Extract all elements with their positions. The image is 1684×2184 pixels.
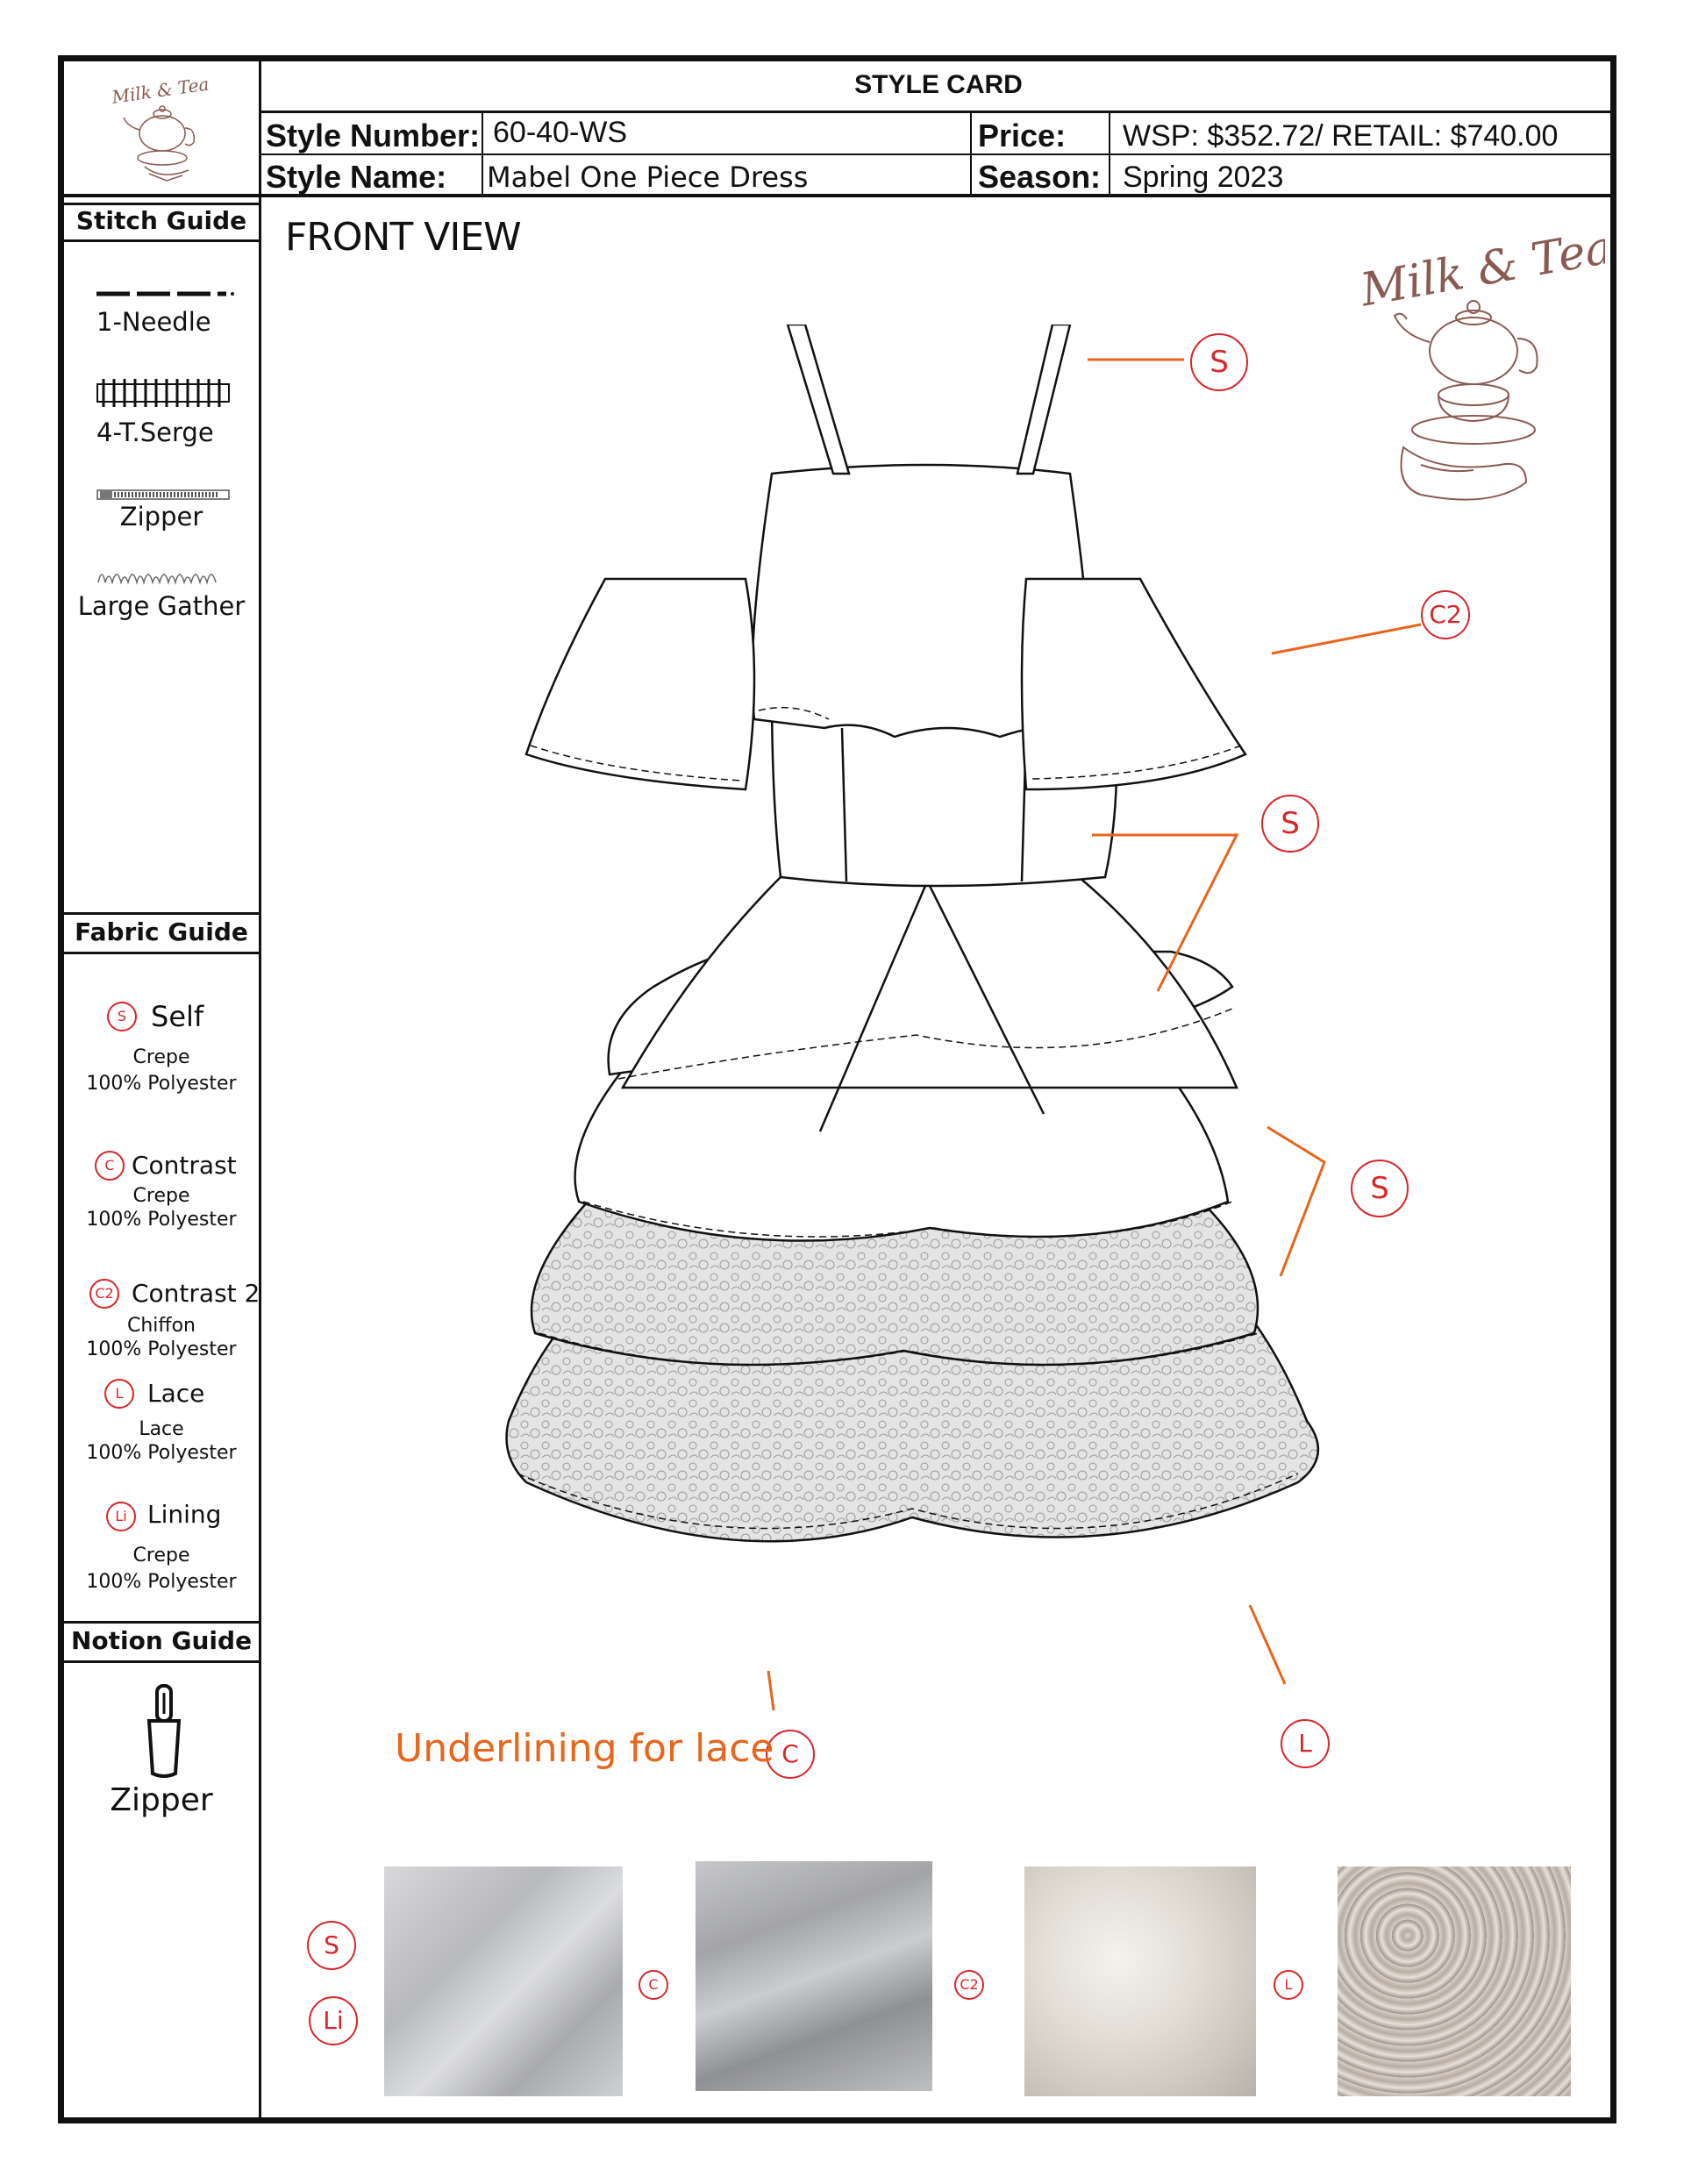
style-number-value: 60-40-WS bbox=[493, 116, 628, 149]
style-name-label: Style Name: bbox=[266, 159, 447, 195]
callout-lace: L bbox=[1281, 1719, 1330, 1768]
season-value: Spring 2023 bbox=[1123, 161, 1284, 194]
title-row-rule bbox=[260, 111, 1614, 113]
stitch-guide-bottom-rule bbox=[61, 239, 260, 242]
fabric-content: 100% Polyester bbox=[86, 1209, 237, 1231]
col-divider-2 bbox=[970, 112, 972, 196]
stitch-item-label: Zipper bbox=[119, 502, 203, 532]
stitch-item-label: 4-T.Serge bbox=[96, 418, 214, 447]
fabric-guide-bottom-rule bbox=[61, 952, 260, 954]
price-label: Price: bbox=[978, 118, 1067, 153]
style-card-title: STYLE CARD bbox=[854, 70, 1023, 99]
fabric-type: Crepe bbox=[132, 1185, 190, 1207]
swatch-code-lace: L bbox=[1274, 1970, 1303, 2000]
fabric-label: Lace bbox=[147, 1379, 205, 1408]
contrast-fabric-swatch bbox=[696, 1861, 932, 2091]
fabric-type: Chiffon bbox=[127, 1315, 196, 1337]
fabric-label: Contrast bbox=[132, 1151, 237, 1180]
gather-stitch-icon bbox=[96, 565, 237, 586]
self-fabric-swatch bbox=[384, 1866, 623, 2096]
view-title: FRONT VIEW bbox=[285, 215, 521, 260]
fabric-label: Contrast 2 bbox=[132, 1279, 260, 1308]
notion-item-label: Zipper bbox=[110, 1782, 213, 1818]
fabric-content: 100% Polyester bbox=[86, 1338, 237, 1360]
fabric-label: Lining bbox=[147, 1500, 222, 1529]
brand-logo-text: Milk & Tea bbox=[1356, 221, 1605, 318]
stitch-item-label: 1-Needle bbox=[96, 307, 211, 337]
zipper-pull-icon bbox=[142, 1682, 186, 1779]
underlining-note: Underlining for lace bbox=[395, 1726, 774, 1771]
fabric-type: Lace bbox=[139, 1418, 184, 1440]
fabric-label: Self bbox=[151, 1000, 204, 1033]
serge-stitch-icon bbox=[96, 377, 230, 409]
svg-text:Milk & Tea: Milk & Tea bbox=[111, 73, 210, 108]
swatch-code-self: S bbox=[307, 1921, 356, 1970]
chiffon-fabric-swatch bbox=[1024, 1866, 1256, 2096]
callout-self-strap: S bbox=[1190, 333, 1248, 391]
fabric-guide-top-rule bbox=[61, 912, 260, 915]
callout-contrast-underlining: C bbox=[766, 1730, 815, 1779]
fabric-code-badge: C bbox=[95, 1151, 125, 1181]
brand-logo-small bbox=[96, 70, 228, 193]
dress-technical-sketch bbox=[456, 325, 1421, 1675]
season-label: Season: bbox=[978, 159, 1102, 195]
notion-guide-heading: Notion Guide bbox=[70, 1626, 253, 1655]
notion-guide-top-rule bbox=[61, 1621, 260, 1624]
stitch-guide-heading: Stitch Guide bbox=[75, 206, 247, 235]
fabric-code-badge: Li bbox=[106, 1502, 136, 1531]
fabric-code-badge: C2 bbox=[89, 1279, 119, 1309]
style-name-value: Mabel One Piece Dress bbox=[487, 161, 809, 194]
fabric-content: 100% Polyester bbox=[86, 1073, 237, 1095]
fabric-code-badge: S bbox=[107, 1002, 137, 1031]
stitch-guide-top-rule bbox=[61, 203, 260, 205]
col-divider-3 bbox=[1109, 112, 1110, 196]
zipper-stitch-icon bbox=[96, 488, 230, 502]
swatch-code-lining: Li bbox=[309, 1996, 358, 2045]
swatch-code-contrast2: C2 bbox=[954, 1970, 984, 2000]
fabric-code-badge: L bbox=[104, 1379, 134, 1409]
fabric-content: 100% Polyester bbox=[86, 1442, 237, 1464]
stitch-item-label: Large Gather bbox=[77, 591, 246, 621]
col-divider-1 bbox=[482, 112, 483, 196]
fabric-type: Crepe bbox=[132, 1046, 190, 1068]
style-number-label: Style Number: bbox=[266, 118, 481, 153]
fabric-type: Crepe bbox=[132, 1545, 190, 1567]
fabric-guide-heading: Fabric Guide bbox=[75, 917, 248, 946]
fabric-content: 100% Polyester bbox=[86, 1571, 237, 1593]
price-value: WSP: $352.72/ RETAIL: $740.00 bbox=[1123, 119, 1559, 153]
sidebar-divider bbox=[259, 58, 261, 2121]
callout-self-bodice: S bbox=[1261, 795, 1319, 853]
callout-contrast2-sleeve: C2 bbox=[1421, 590, 1470, 639]
swatch-code-contrast: C bbox=[639, 1970, 668, 2000]
callout-self-ruffle: S bbox=[1351, 1160, 1409, 1217]
single-needle-stitch-icon bbox=[95, 286, 235, 293]
lace-fabric-swatch bbox=[1338, 1866, 1571, 2096]
notion-guide-bottom-rule bbox=[61, 1660, 260, 1663]
